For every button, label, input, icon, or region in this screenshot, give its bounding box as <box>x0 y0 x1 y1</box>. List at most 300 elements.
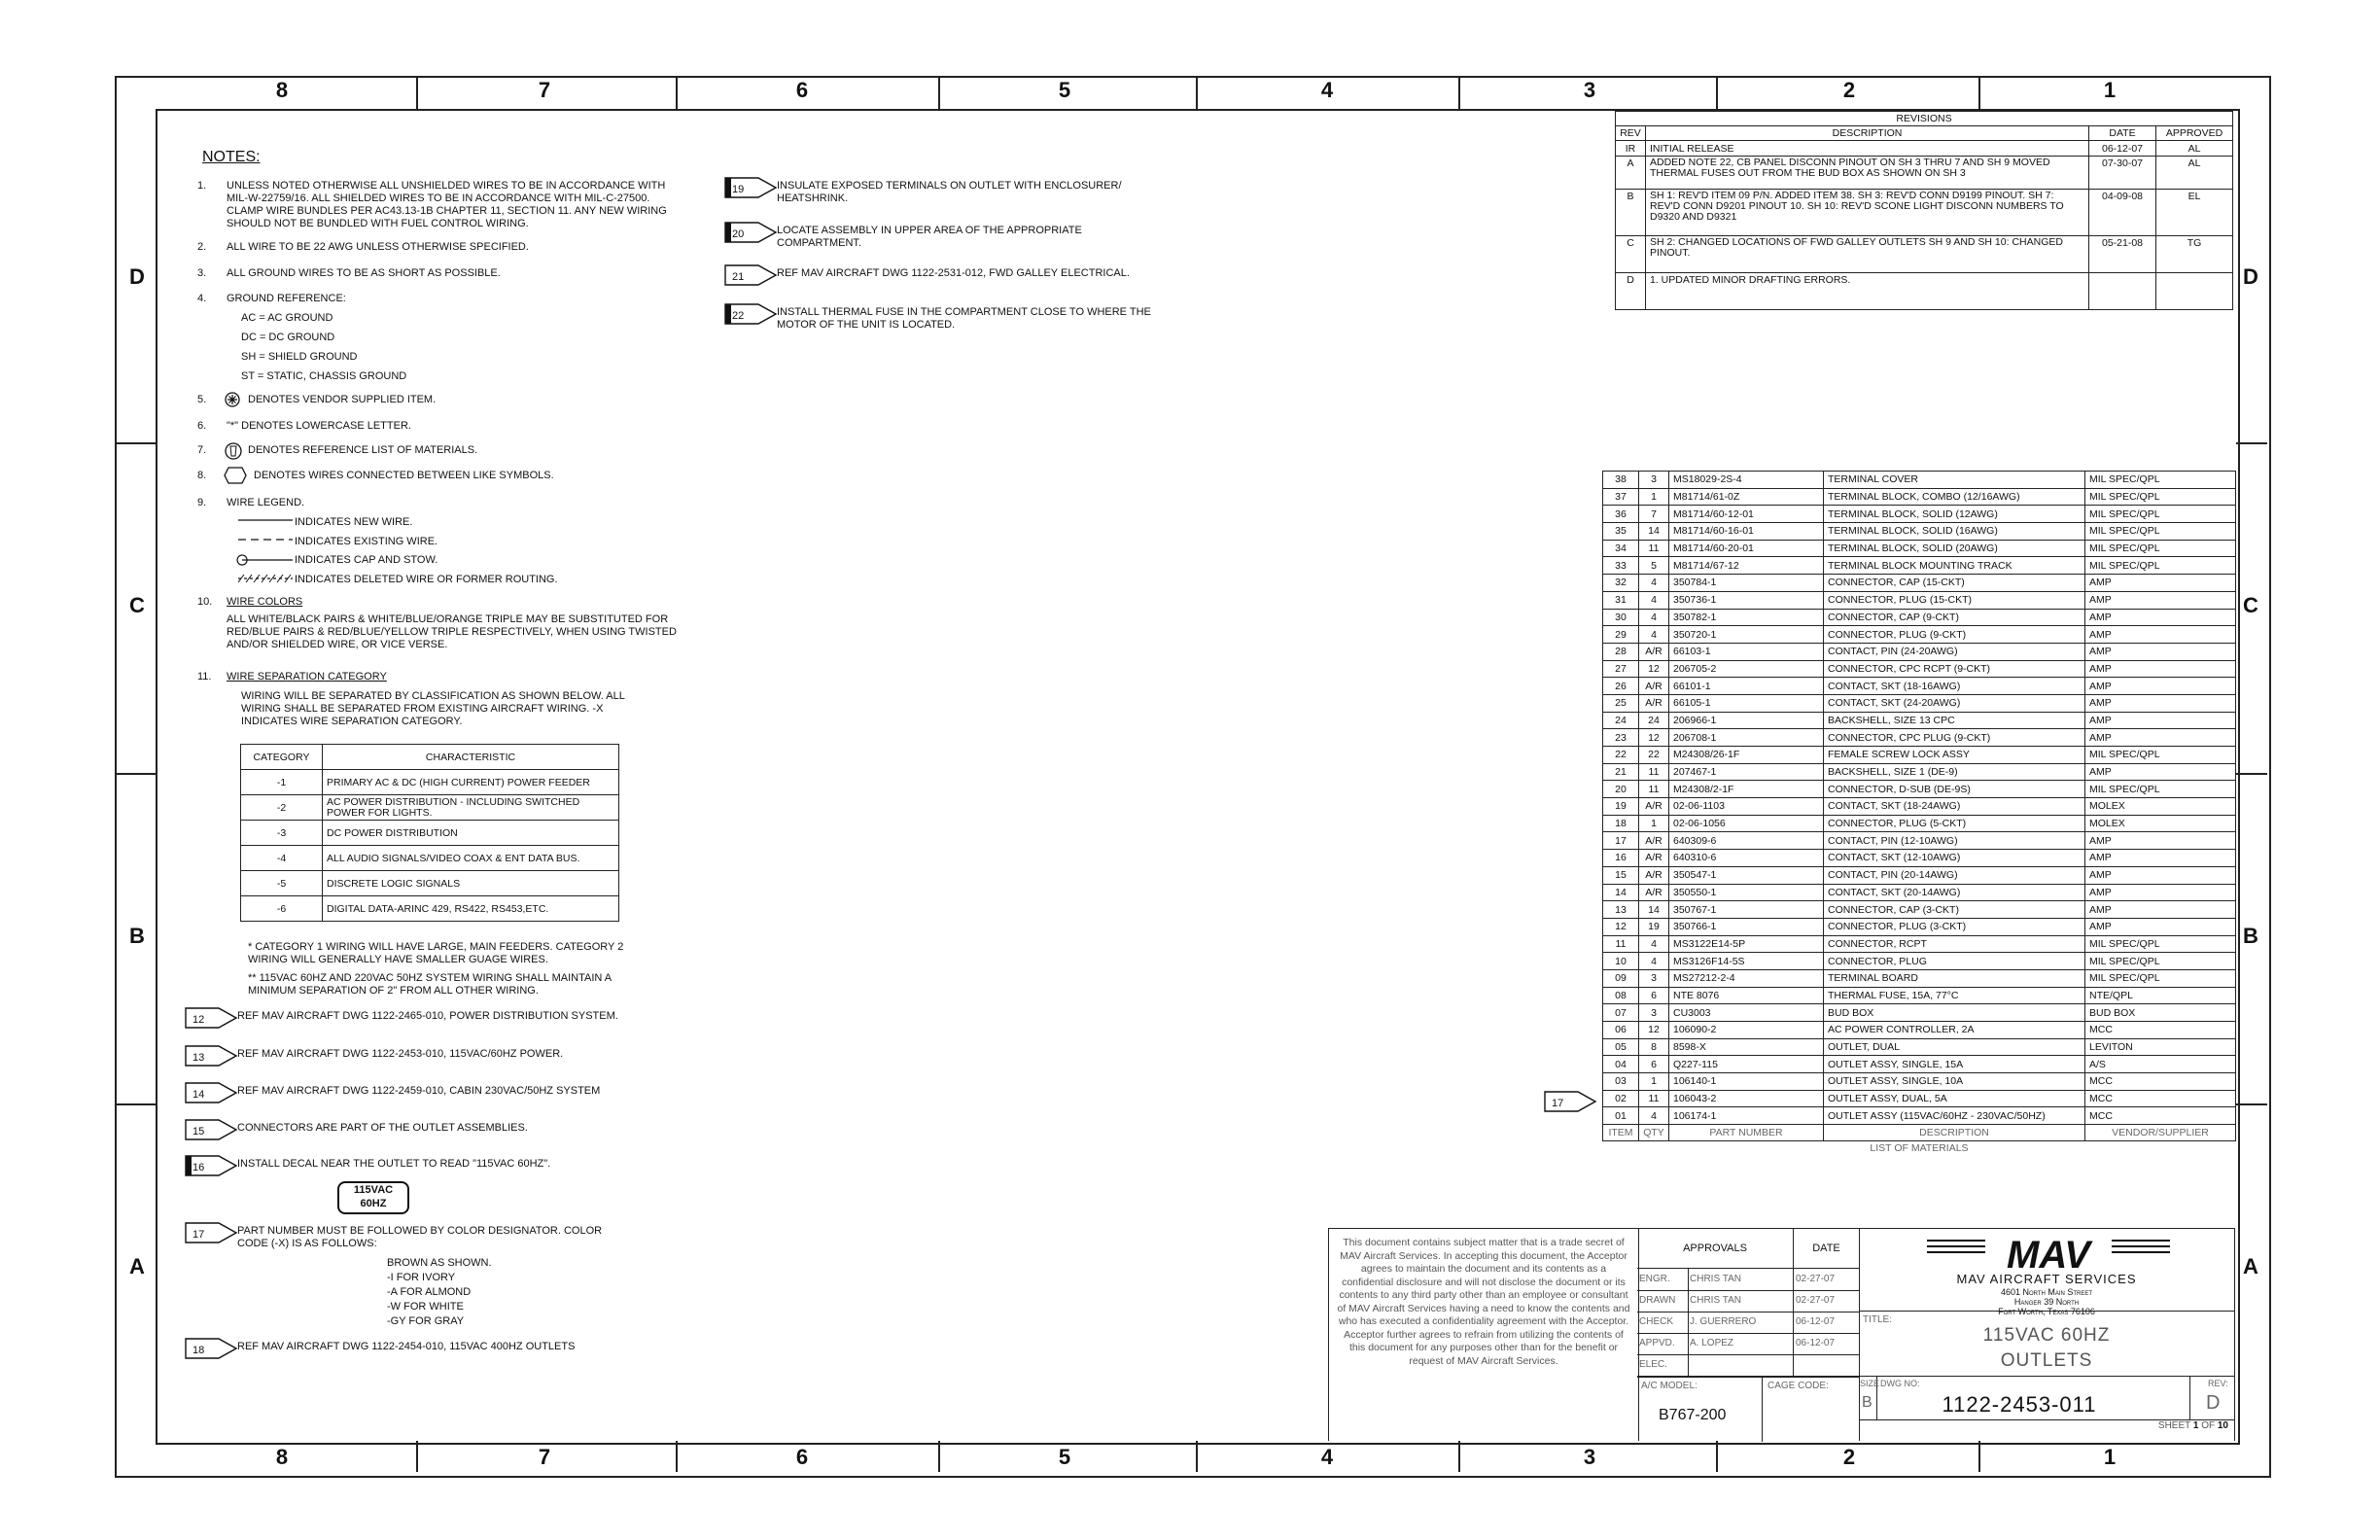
approval-row <box>1637 1354 1859 1377</box>
cat-id: -4 <box>241 846 323 871</box>
bom-qty: 3 <box>1639 472 1669 489</box>
bom-item: 08 <box>1603 987 1639 1004</box>
note-1: 1. UNLESS NOTED OTHERWISE ALL UNSHIELDED WIRES TO BE IN ACCORDANCE WITH MIL-W-22759/16. ALL SHIELDED WIRES TO BE IN ACCORDANCE WITH MIL-C-27500. CLAMP WIRE BUNDLES PER AC43.13-1B CHAPTER 11, SECTION 11. ANY NEW WIRING SHOULD NOT BE BUNDLED WITH FUEL CONTROL WIRING. <box>197 180 683 230</box>
flag-note-20: 20 LOCATE ASSEMBLY IN UPPER AREA OF THE APPROPRIATE COMPARTMENT. <box>724 222 1152 255</box>
bom-item: 29 <box>1603 626 1639 644</box>
bom-header: QTY <box>1639 1125 1669 1141</box>
vendor-supplied-icon <box>225 392 240 407</box>
rev-header: DESCRIPTION <box>1646 126 2089 141</box>
note-text: DENOTES VENDOR SUPPLIED ITEM. <box>248 394 437 405</box>
table-row <box>1603 832 2236 850</box>
bom-part-number: MS3126F14-5S <box>1669 953 1824 970</box>
zone-label: B <box>2243 924 2258 948</box>
bom-vendor: AMP <box>2085 901 2236 919</box>
rev-header: APPROVED <box>2156 126 2233 141</box>
bom-qty: 4 <box>1639 575 1669 592</box>
approval-role: APPVD. <box>1639 1338 1675 1348</box>
bom-item: 01 <box>1603 1107 1639 1125</box>
bom-description: CONNECTOR, CPC PLUG (9-CKT) <box>1824 729 2085 747</box>
bom-part-number: M81714/61-0Z <box>1669 488 1824 506</box>
note-5: 5. DENOTES VENDOR SUPPLIED ITEM. <box>197 394 437 405</box>
rev-approved: AL <box>2156 157 2233 190</box>
confidential-notice: This document contains subject matter that is a trade secret of MAV Aircraft Services. In accepting this document, the Acceptor agrees to maintain the document and its contents as a confidential disclosure and will not disclose the document or its contents to any third party other than an employee or consultant of MAV Aircraft Services having a need to know the contents and who has executed a confidentiality agreement with the Acceptor. Acceptor further agrees to refrain from utilizing the contents of this document for any purposes other than for the benefit or request of MAV Aircraft Services. <box>1337 1237 1630 1367</box>
table-row <box>1603 918 2236 935</box>
table-row <box>1603 935 2236 953</box>
note-3: 3. ALL GROUND WIRES TO BE AS SHORT AS POSSIBLE. <box>197 267 683 281</box>
table-row <box>1603 1107 2236 1125</box>
bom-description: TERMINAL BLOCK MOUNTING TRACK <box>1824 557 2085 575</box>
bom-qty: A/R <box>1639 850 1669 867</box>
bom-item: 15 <box>1603 866 1639 884</box>
bom-item: 19 <box>1603 798 1639 816</box>
rev-date: 06-12-07 <box>2089 141 2156 157</box>
zone-label: 3 <box>1583 1445 1596 1469</box>
color-code: -I FOR IVORY <box>387 1272 456 1283</box>
bom-qty: 14 <box>1639 523 1669 541</box>
bom-item: 31 <box>1603 591 1639 609</box>
table-row <box>1603 678 2236 695</box>
bom-qty: 4 <box>1639 609 1669 626</box>
note-8: 8. DENOTES WIRES CONNECTED BETWEEN LIKE SYMBOLS. <box>197 470 683 485</box>
bom-qty: 19 <box>1639 918 1669 935</box>
company-logo-block <box>1859 1229 2234 1316</box>
bom-vendor: MCC <box>2085 1073 2236 1091</box>
zone-label: 5 <box>1058 1445 1071 1469</box>
zone-label: 1 <box>2103 1445 2117 1469</box>
bom-part-number: 350736-1 <box>1669 591 1824 609</box>
bom-part-number: MS27212-2-4 <box>1669 969 1824 987</box>
category-table <box>240 744 619 922</box>
bom-part-number: CU3003 <box>1669 1004 1824 1022</box>
sheet-indicator <box>1859 1420 2228 1431</box>
table-row <box>1603 1090 2236 1107</box>
of-label: OF <box>2201 1420 2216 1431</box>
cat-desc: DISCRETE LOGIC SIGNALS <box>323 871 619 896</box>
table-row <box>1603 1056 2236 1073</box>
bom-vendor: AMP <box>2085 866 2236 884</box>
company-name: MAV AIRCRAFT SERVICES <box>1956 1272 2137 1286</box>
bom-vendor: AMP <box>2085 694 2236 712</box>
bom-description: CONNECTOR, CAP (15-CKT) <box>1824 575 2085 592</box>
ac-model-value: B767-200 <box>1659 1407 1727 1423</box>
approval-role: ENGR. <box>1639 1274 1670 1284</box>
table-row <box>1603 575 2236 592</box>
ground-st: ST = STATIC, CHASSIS GROUND <box>241 370 407 382</box>
sheet-total: 10 <box>2217 1420 2228 1431</box>
table-row <box>1603 540 2236 557</box>
bom-item: 09 <box>1603 969 1639 987</box>
cat-desc: PRIMARY AC & DC (HIGH CURRENT) POWER FEEDER <box>323 770 619 795</box>
decal-line-1: 115VAC <box>353 1184 394 1196</box>
bom-description: TERMINAL COVER <box>1824 472 2085 489</box>
bom-vendor: MIL SPEC/QPL <box>2085 953 2236 970</box>
bom-description: OUTLET, DUAL <box>1824 1038 2085 1056</box>
note-text: WIRING WILL BE SEPARATED BY CLASSIFICATION AS SHOWN BELOW. ALL WIRING SHALL BE SEPARATED FROM EXISTING AIRCRAFT WIRING. -X INDICATES WIRE SEPARATION CATEGORY. <box>241 690 625 727</box>
rev-approved: AL <box>2156 141 2233 157</box>
bom-description: THERMAL FUSE, 15A, 77°C <box>1824 987 2085 1004</box>
bom-vendor: LEVITON <box>2085 1038 2236 1056</box>
bom-vendor: AMP <box>2085 850 2236 867</box>
flag-note-19: 19 INSULATE EXPOSED TERMINALS ON OUTLET WITH ENCLOSURER/ HEATSHRINK. <box>724 177 1152 210</box>
approval-role: DRAWN <box>1639 1295 1676 1306</box>
bom-item: 32 <box>1603 575 1639 592</box>
bom-flag-17 <box>1544 1091 1598 1114</box>
cat-desc: DIGITAL DATA-ARINC 429, RS422, RS453,ETC. <box>323 896 619 922</box>
bom-item: 36 <box>1603 506 1639 523</box>
note-4: 4. GROUND REFERENCE: AC = AC GROUND DC = DC GROUND SH = SHIELD GROUND ST = STATIC, CHASSIS GROUND <box>197 293 683 390</box>
bom-item: 33 <box>1603 557 1639 575</box>
note-9: 9. WIRE LEGEND. INDICATES NEW WIRE. INDICATES EXISTING WIRE. INDICATES CAP AND STOW. INDICATES DELETED WIRE OR FORMER ROUTING. <box>197 497 683 584</box>
bom-part-number: 206708-1 <box>1669 729 1824 747</box>
bom-part-number: 206966-1 <box>1669 712 1824 729</box>
title-block-right <box>1859 1228 2235 1441</box>
cage-code-label: CAGE CODE: <box>1768 1381 1829 1391</box>
bom-qty: 11 <box>1639 540 1669 557</box>
table-row <box>1603 850 2236 867</box>
bom-description: TERMINAL BLOCK, SOLID (16AWG) <box>1824 523 2085 541</box>
zone-label: 1 <box>2103 78 2117 102</box>
rev-header: REV <box>1616 126 1646 141</box>
bom-item: 03 <box>1603 1073 1639 1091</box>
zone-label: 3 <box>1583 78 1596 102</box>
table-row <box>1603 798 2236 816</box>
bom-vendor: NTE/QPL <box>2085 987 2236 1004</box>
bom-description: CONTACT, SKT (20-14AWG) <box>1824 884 2085 901</box>
notes-title: NOTES: <box>202 149 261 165</box>
flag-text: REF MAV AIRCRAFT DWG 1122-2465-010, POWER DISTRIBUTION SYSTEM. <box>237 1010 618 1022</box>
table-row <box>1603 712 2236 729</box>
bom-description: OUTLET ASSY, SINGLE, 10A <box>1824 1073 2085 1091</box>
table-row <box>1603 969 2236 987</box>
corner-tick <box>2226 76 2267 78</box>
rev-letter: IR <box>1616 141 1646 157</box>
rev-letter: C <box>1616 236 1646 273</box>
bom-part-number: 350766-1 <box>1669 918 1824 935</box>
cat-id: -3 <box>241 821 323 846</box>
note-text: DENOTES REFERENCE LIST OF MATERIALS. <box>248 444 478 456</box>
table-row <box>1603 866 2236 884</box>
bom-qty: 6 <box>1639 987 1669 1004</box>
table-row <box>1603 987 2236 1004</box>
bom-part-number: MS3122E14-5P <box>1669 935 1824 953</box>
bom-qty: 11 <box>1639 763 1669 781</box>
flag-text: REF MAV AIRCRAFT DWG 1122-2453-010, 115VAC/60HZ POWER. <box>237 1048 564 1060</box>
bom-description: TERMINAL BLOCK, SOLID (12AWG) <box>1824 506 2085 523</box>
bom-description: CONNECTOR, PLUG (9-CKT) <box>1824 626 2085 644</box>
cat-desc: AC POWER DISTRIBUTION - INCLUDING SWITCHED POWER FOR LIGHTS. <box>323 795 619 821</box>
bom-item: 24 <box>1603 712 1639 729</box>
bom-vendor: AMP <box>2085 763 2236 781</box>
bom-qty: A/R <box>1639 694 1669 712</box>
bom-vendor: MIL SPEC/QPL <box>2085 781 2236 798</box>
zone-label: 8 <box>275 1445 289 1469</box>
address-line: 4601 North Main Street <box>2000 1287 2093 1297</box>
bill-of-materials-table <box>1602 471 2236 1156</box>
bom-qty: 6 <box>1639 1056 1669 1073</box>
note-heading: WIRE COLORS <box>227 596 303 608</box>
bom-vendor: MOLEX <box>2085 798 2236 816</box>
drawing-title-block <box>1859 1312 2234 1377</box>
rev-label: REV: <box>2208 1379 2228 1388</box>
table-row <box>1603 506 2236 523</box>
bom-description: CONNECTOR, PLUG (15-CKT) <box>1824 591 2085 609</box>
drawing-title-line-2: OUTLETS <box>2000 1350 2093 1371</box>
bom-vendor: MIL SPEC/QPL <box>2085 557 2236 575</box>
bom-description: CONNECTOR, CPC RCPT (9-CKT) <box>1824 660 2085 678</box>
cat-id: -5 <box>241 871 323 896</box>
rev-cell <box>2189 1377 2235 1419</box>
bom-vendor: MCC <box>2085 1022 2236 1039</box>
table-row <box>1603 953 2236 970</box>
approval-name: CHRIS TAN <box>1690 1274 1741 1284</box>
bom-item: 06 <box>1603 1022 1639 1039</box>
rev-desc: INITIAL RELEASE <box>1646 141 2089 157</box>
dwg-number: 1122-2453-011 <box>1942 1392 2097 1417</box>
rev-desc: SH 2: CHANGED LOCATIONS OF FWD GALLEY OUTLETS SH 9 AND SH 10: CHANGED PINOUT. <box>1646 236 2089 273</box>
flag-note-18: 18 REF MAV AIRCRAFT DWG 1122-2454-010, 115VAC 400HZ OUTLETS <box>185 1338 671 1361</box>
bom-item: 30 <box>1603 609 1639 626</box>
bom-description: CONTACT, PIN (20-14AWG) <box>1824 866 2085 884</box>
zone-label: 2 <box>1842 1445 1856 1469</box>
bom-item: 05 <box>1603 1038 1639 1056</box>
bom-vendor: MIL SPEC/QPL <box>2085 935 2236 953</box>
revisions-title: REVISIONS <box>1616 112 2233 126</box>
table-row <box>1603 472 2236 489</box>
zone-label: A <box>2243 1254 2258 1278</box>
decal-box <box>337 1181 409 1214</box>
table-row <box>1603 488 2236 506</box>
approval-name: A. LOPEZ <box>1690 1338 1734 1348</box>
note-text: ALL WIRE TO BE 22 AWG UNLESS OTHERWISE SPECIFIED. <box>227 241 529 253</box>
bom-item: 20 <box>1603 781 1639 798</box>
bom-item: 12 <box>1603 918 1639 935</box>
flag-text: INSULATE EXPOSED TERMINALS ON OUTLET WITH ENCLOSURER/ HEATSHRINK. <box>777 180 1122 204</box>
bom-qty: A/R <box>1639 678 1669 695</box>
bom-description: TERMINAL BOARD <box>1824 969 2085 987</box>
bom-vendor: MIL SPEC/QPL <box>2085 540 2236 557</box>
bom-part-number: M81714/60-20-01 <box>1669 540 1824 557</box>
bom-qty: 11 <box>1639 781 1669 798</box>
zone-label: 8 <box>275 78 289 102</box>
bom-vendor: MIL SPEC/QPL <box>2085 472 2236 489</box>
revisions-table <box>1615 111 2233 310</box>
legend-deleted: INDICATES DELETED WIRE OR FORMER ROUTING. <box>295 574 558 585</box>
approval-row <box>1637 1312 1859 1334</box>
rev-date: 07-30-07 <box>2089 157 2156 190</box>
bom-part-number: MS18029-2S-4 <box>1669 472 1824 489</box>
bom-vendor: AMP <box>2085 832 2236 850</box>
bom-part-number: 350547-1 <box>1669 866 1824 884</box>
flag-text: INSTALL THERMAL FUSE IN THE COMPARTMENT CLOSE TO WHERE THE MOTOR OF THE UNIT IS LOCATED. <box>777 306 1151 331</box>
bom-header: VENDOR/SUPPLIER <box>2085 1125 2236 1141</box>
category-footnote-1: * CATEGORY 1 WIRING WILL HAVE LARGE, MAIN FEEDERS. CATEGORY 2 WIRING WILL GENERALLY HAVE SMALLER GUAGE WIRES. <box>248 941 624 965</box>
bom-qty: 4 <box>1639 935 1669 953</box>
bom-vendor: MIL SPEC/QPL <box>2085 969 2236 987</box>
bom-qty: A/R <box>1639 643 1669 660</box>
bom-qty: 1 <box>1639 815 1669 832</box>
bom-part-number: 207467-1 <box>1669 763 1824 781</box>
zone-label: 4 <box>1320 1445 1334 1469</box>
table-row <box>1603 643 2236 660</box>
bom-description: CONNECTOR, CAP (9-CKT) <box>1824 609 2085 626</box>
flag-note-15: 15 CONNECTORS ARE PART OF THE OUTLET ASSEMBLIES. <box>185 1119 671 1142</box>
address-line: Hanger 39 North <box>2013 1297 2080 1307</box>
bom-qty: 7 <box>1639 506 1669 523</box>
ac-model-cell <box>1637 1378 1763 1442</box>
bom-vendor: AMP <box>2085 591 2236 609</box>
color-code: -A FOR ALMOND <box>387 1286 472 1298</box>
bom-item: 16 <box>1603 850 1639 867</box>
color-codes <box>387 1256 492 1329</box>
approval-role: CHECK <box>1639 1316 1674 1327</box>
legend-cap: INDICATES CAP AND STOW. <box>295 554 438 566</box>
bom-part-number: M24308/26-1F <box>1669 747 1824 764</box>
flag-text: REF MAV AIRCRAFT DWG 1122-2454-010, 115VAC 400HZ OUTLETS <box>237 1341 576 1352</box>
bom-part-number: 66103-1 <box>1669 643 1824 660</box>
bom-description: CONNECTOR, PLUG (3-CKT) <box>1824 918 2085 935</box>
rev-date <box>2089 273 2156 310</box>
color-code: -GY FOR GRAY <box>387 1315 465 1327</box>
bom-item: 25 <box>1603 694 1639 712</box>
bom-description: CONTACT, SKT (12-10AWG) <box>1824 850 2085 867</box>
rev-approved: EL <box>2156 190 2233 236</box>
bom-description: FEMALE SCREW LOCK ASSY <box>1824 747 2085 764</box>
bom-part-number: 350782-1 <box>1669 609 1824 626</box>
rev-date: 04-09-08 <box>2089 190 2156 236</box>
bom-part-number: 8598-X <box>1669 1038 1824 1056</box>
color-code: BROWN AS SHOWN. <box>387 1257 492 1269</box>
bom-description: BACKSHELL, SIZE 1 (DE-9) <box>1824 763 2085 781</box>
bom-part-number: 02-06-1056 <box>1669 815 1824 832</box>
bom-item: 17 <box>1603 832 1639 850</box>
approval-date: 06-12-07 <box>1796 1316 1836 1327</box>
bom-vendor: MIL SPEC/QPL <box>2085 506 2236 523</box>
zone-label: 5 <box>1058 78 1071 102</box>
bom-part-number: NTE 8076 <box>1669 987 1824 1004</box>
bom-item: 26 <box>1603 678 1639 695</box>
table-row <box>1603 694 2236 712</box>
bom-description: AC POWER CONTROLLER, 2A <box>1824 1022 2085 1039</box>
bom-qty: 24 <box>1639 712 1669 729</box>
bom-part-number: Q227-115 <box>1669 1056 1824 1073</box>
bom-vendor: AMP <box>2085 660 2236 678</box>
bom-vendor: AMP <box>2085 729 2236 747</box>
cat-desc: ALL AUDIO SIGNALS/VIDEO COAX & ENT DATA BUS. <box>323 846 619 871</box>
flag-note-13: 13 REF MAV AIRCRAFT DWG 1122-2453-010, 115VAC/60HZ POWER. <box>185 1045 671 1068</box>
zone-label: 2 <box>1842 78 1856 102</box>
cat-header: CHARACTERISTIC <box>323 745 619 770</box>
bom-description: OUTLET ASSY, DUAL, 5A <box>1824 1090 2085 1107</box>
approval-row <box>1637 1333 1859 1355</box>
bom-description: CONTACT, SKT (18-24AWG) <box>1824 798 2085 816</box>
bom-part-number: M24308/2-1F <box>1669 781 1824 798</box>
note-heading: WIRE SEPARATION CATEGORY <box>227 671 387 682</box>
flag-text: PART NUMBER MUST BE FOLLOWED BY COLOR DESIGNATOR. COLOR CODE (-X) IS AS FOLLOWS: <box>237 1225 603 1249</box>
bom-qty: 4 <box>1639 953 1669 970</box>
bom-item: 37 <box>1603 488 1639 506</box>
bom-qty: 12 <box>1639 660 1669 678</box>
zone-label: 6 <box>795 1445 809 1469</box>
approval-row <box>1637 1269 1859 1291</box>
bom-item: 35 <box>1603 523 1639 541</box>
note-11: 11. WIRE SEPARATION CATEGORY WIRING WILL BE SEPARATED BY CLASSIFICATION AS SHOWN BELOW. ALL WIRING SHALL BE SEPARATED FROM EXISTING AIRCRAFT WIRING. -X INDICATES WIRE SEPARATION CATEGORY. <box>197 671 683 729</box>
dwg-label: DWG NO: <box>1880 1379 1920 1388</box>
zone-label: 7 <box>538 1445 551 1469</box>
table-row <box>1603 609 2236 626</box>
bom-description: CONTACT, PIN (12-10AWG) <box>1824 832 2085 850</box>
cat-header: CATEGORY <box>241 745 323 770</box>
hexagon-symbol-icon <box>224 467 247 484</box>
bom-vendor: MOLEX <box>2085 815 2236 832</box>
note-6: 6. "*" DENOTES LOWERCASE LETTER. <box>197 420 683 434</box>
bom-qty: 3 <box>1639 969 1669 987</box>
bom-vendor: MCC <box>2085 1107 2236 1125</box>
note-text: GROUND REFERENCE: <box>227 293 346 304</box>
bom-vendor: AMP <box>2085 626 2236 644</box>
table-row <box>1603 557 2236 575</box>
zone-label: 4 <box>1320 78 1334 102</box>
zone-label: 7 <box>538 78 551 102</box>
bom-item: 13 <box>1603 901 1639 919</box>
corner-tick <box>115 76 156 78</box>
flag-note-21: 21 REF MAV AIRCRAFT DWG 1122-2531-012, FWD GALLEY ELECTRICAL. <box>724 264 1152 288</box>
flag-text: LOCATE ASSEMBLY IN UPPER AREA OF THE APPROPRIATE COMPARTMENT. <box>777 225 1082 249</box>
model-cage-row <box>1637 1377 1859 1442</box>
sheet-label: SHEET <box>2157 1420 2191 1431</box>
bom-description: CONTACT, SKT (18-16AWG) <box>1824 678 2085 695</box>
bom-qty: 1 <box>1639 488 1669 506</box>
table-row <box>1603 1038 2236 1056</box>
bom-qty: 22 <box>1639 747 1669 764</box>
flag-note-22: 22 INSTALL THERMAL FUSE IN THE COMPARTMENT CLOSE TO WHERE THE MOTOR OF THE UNIT IS LOCATED. <box>724 303 1152 336</box>
bom-description: CONNECTOR, RCPT <box>1824 935 2085 953</box>
ac-model-label: A/C MODEL: <box>1641 1381 1698 1391</box>
table-row <box>1603 660 2236 678</box>
sheet-number: 1 <box>2192 1420 2199 1431</box>
table-row <box>1603 815 2236 832</box>
bom-item: 23 <box>1603 729 1639 747</box>
bom-vendor: AMP <box>2085 609 2236 626</box>
bom-qty: 3 <box>1639 1004 1669 1022</box>
logo-text: MAV <box>2007 1234 2090 1272</box>
bom-qty: 4 <box>1639 591 1669 609</box>
note-text: "*" DENOTES LOWERCASE LETTER. <box>227 420 411 432</box>
title-label: TITLE: <box>1863 1314 1893 1325</box>
bom-description: CONNECTOR, PLUG (5-CKT) <box>1824 815 2085 832</box>
table-row <box>1603 591 2236 609</box>
ground-sh: SH = SHIELD GROUND <box>241 351 358 363</box>
rev-approved <box>2156 273 2233 310</box>
approval-row <box>1637 1290 1859 1312</box>
cat-id: -1 <box>241 770 323 795</box>
bom-part-number: 02-06-1103 <box>1669 798 1824 816</box>
bom-qty: 1 <box>1639 1073 1669 1091</box>
size-value: B <box>1862 1394 1872 1411</box>
table-row <box>1603 781 2236 798</box>
mav-logo-icon <box>1917 1233 2180 1272</box>
bom-part-number: 106140-1 <box>1669 1073 1824 1091</box>
bom-header: DESCRIPTION <box>1824 1125 2085 1141</box>
flag-number: 17 <box>1552 1098 1564 1109</box>
bom-item: 07 <box>1603 1004 1639 1022</box>
bom-description: CONNECTOR, PLUG <box>1824 953 2085 970</box>
zone-label: 6 <box>795 78 809 102</box>
bom-description: TERMINAL BLOCK, COMBO (12/16AWG) <box>1824 488 2085 506</box>
size-label: SIZE <box>1860 1379 1880 1388</box>
bom-part-number: 640309-6 <box>1669 832 1824 850</box>
table-row <box>1603 884 2236 901</box>
bom-part-number: 350550-1 <box>1669 884 1824 901</box>
